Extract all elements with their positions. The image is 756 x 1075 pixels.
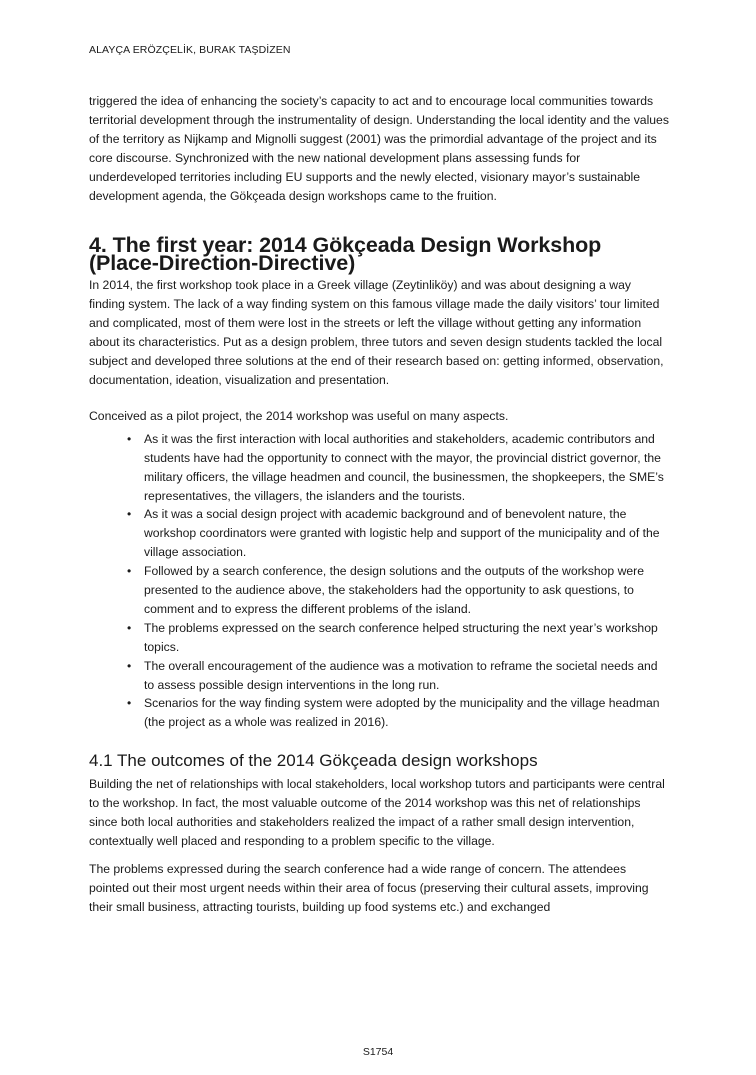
page-number: S1754 xyxy=(362,1046,394,1058)
section-4-1-paragraph-1: Building the net of relationships with local stakeholders, local workshop tutors and participants were central to the workshop. In fact, the most valuable outcome of the 2014 workshop was this net of relationships since both local authorities and stakeholders realized the impact of a rather small design intervention, contextually well placed and responding to a problem specific to the village. xyxy=(89,777,665,848)
bullet-icon: • xyxy=(127,658,132,673)
section-4-paragraph-1: In 2014, the first workshop took place in a Greek village (Zeytinliköy) and was about designing a way finding system. The lack of a way finding system on this famous village made the daily visitors’ tour limited and complicated, most of them were lost in the streets or left the village without getting any information about its characteristics. Put as a design problem, three tutors and seven design students tackled the local subject and developed three solutions at the end of their research based on: getting informed, observation, documentation, ideation, visualization and presentation. xyxy=(89,278,664,387)
bullet-icon: • xyxy=(127,431,132,446)
page-body xyxy=(89,92,669,917)
section-4-1-heading: 4.1 The outcomes of the 2014 Gökçeada design workshops xyxy=(89,751,538,771)
bullet-icon: • xyxy=(127,564,132,579)
section-4-title-line1: 4. The first year: 2014 Gökçeada Design Workshop xyxy=(89,233,602,258)
list-item-text: The overall encouragement of the audience was a motivation to reframe the societal needs and to assess possible design interventions in the long run. xyxy=(144,658,658,692)
list-item-text: As it was a social design project with academic background and of benevolent nature, the workshop coordinators were granted with logistic help and support of the municipality and of the village association. xyxy=(144,507,660,560)
list-item xyxy=(127,619,669,657)
list-item-text: Scenarios for the way finding system were adopted by the municipality and the village headman (the project as a whole was realized in 2016). xyxy=(144,696,660,730)
list-item xyxy=(127,694,669,732)
running-header: ALAYÇA ERÖZÇELİK, BURAK TAŞDİZEN xyxy=(89,44,291,56)
list-item xyxy=(127,657,669,695)
section-4-heading xyxy=(89,233,669,276)
section-4-1-paragraph-2: The problems expressed during the search conference had a wide range of concern. The attendees pointed out their most urgent needs within their area of focus (preserving their cultural assets, improving their small business, attracting tourists, building up food systems etc.) and exchanged xyxy=(89,861,649,914)
list-item-text: As it was the first interaction with local authorities and stakeholders, academic contributors and students have had the opportunity to connect with the mayor, the provincial district governor, the military officers, the village headmen and council, the businessmen, the shopkeepers, the SME’s representatives, the villagers, the islanders and the tourists. xyxy=(144,431,664,503)
list-item-text: Followed by a search conference, the design solutions and the outputs of the workshop were presented to the audience above, the stakeholders had the opportunity to ask questions, to comment and to express the different problems of the island. xyxy=(144,564,644,616)
list-item xyxy=(127,505,669,562)
outcomes-bullet-list xyxy=(89,430,669,733)
bullet-icon: • xyxy=(127,696,132,711)
list-item-text: The problems expressed on the search conference helped structuring the next year’s workshop topics. xyxy=(144,620,658,654)
intro-paragraph: triggered the idea of enhancing the society’s capacity to act and to encourage local communities towards territorial development through the instrumentality of design. Understanding the local identity and the values of the territory as Nijkamp and Mignolli suggest (2001) was the primordial advantage of the project and its core discourse. Synchronized with the new national development plans assessing funds for underdeveloped territories including EU supports and the newly elected, visionary mayor’s sustainable development agenda, the Gökçeada design workshops came to the fruition. xyxy=(89,94,669,203)
list-item xyxy=(127,430,669,506)
bullet-icon: • xyxy=(127,620,132,635)
section-4-paragraph-2: Conceived as a pilot project, the 2014 workshop was useful on many aspects. xyxy=(89,408,509,423)
section-4-title-line2: (Place-Direction-Directive) xyxy=(89,251,356,276)
list-item xyxy=(127,562,669,619)
bullet-icon: • xyxy=(127,507,132,522)
